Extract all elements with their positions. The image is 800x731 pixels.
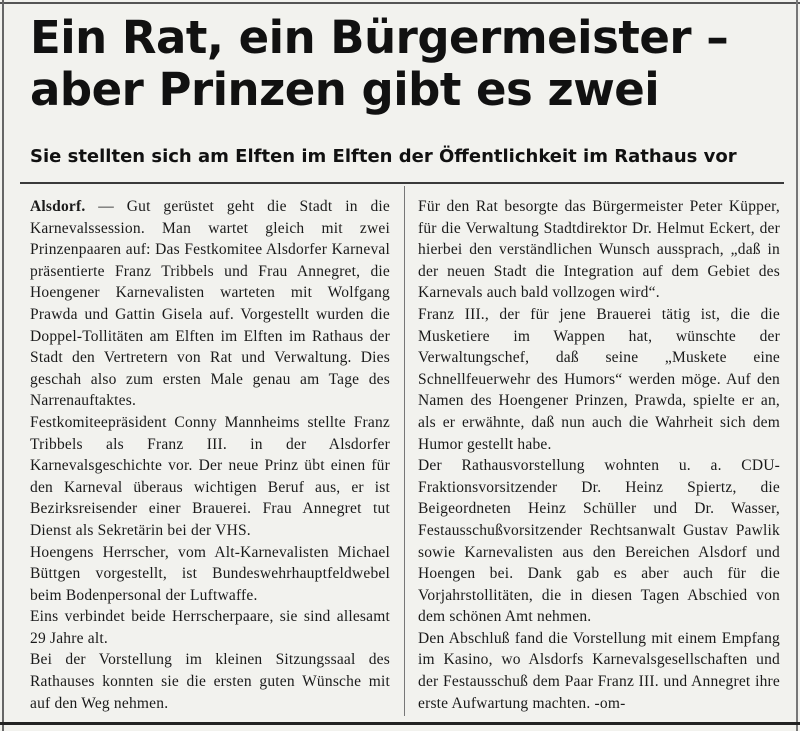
paragraph bbox=[30, 196, 390, 412]
clipping-left-edge bbox=[2, 0, 4, 731]
headline bbox=[30, 12, 780, 116]
paragraph: Eins verbindet beide Herrscherpaare, sie sind allesamt 29 Jahre alt. bbox=[30, 608, 390, 647]
headline-line-2: aber Prinzen gibt es zwei bbox=[30, 63, 660, 116]
paragraph: Bei der Vorstellung im kleinen Sitzungssaal des Rathauses konnten sie die ersten guten Wünsche mit auf den Weg nehmen. bbox=[30, 651, 390, 712]
clipping-right-edge bbox=[796, 0, 798, 731]
article-column-left bbox=[30, 196, 390, 714]
clipping-top-edge bbox=[0, 2, 800, 4]
subheadline: Sie stellten sich am Elften im Elften der Öffentlichkeit im Rathaus vor bbox=[30, 146, 737, 167]
clipping-bottom-rule bbox=[0, 722, 800, 725]
paragraph: Festkomiteepräsident Conny Mannheims stellte Franz Tribbels als Franz III. in der Alsdorfer Karnevalsgeschichte vor. Der neue Prinz übt einen für den Karneval überaus wichtigen Beruf aus, er ist Bezirksreisender einer Brauerei. Frau Annegret tut Dienst als Sekretärin bei der VHS. bbox=[30, 413, 390, 539]
article-column-right bbox=[418, 196, 780, 714]
column-divider bbox=[404, 186, 405, 716]
paragraph-text: — Gut gerüstet geht die Stadt in die Karnevalssession. Man wartet gleich mit zwei Prinzenpaaren auf: Das Festkomitee Alsdorfer Karneval präsentierte Franz Tribbels und Frau Annegret, die Hoengener Karnevalisten warteten mit Wolfgang Prawda und Gattin Gisela auf. Vorgestellt wurden die Doppel-Tollitäten am Elften im Elften im Rathaus der Stadt den Vertretern von Rat und Verwaltung. Dies geschah also zum ersten Male genau am Tage des Narrenauftaktes. bbox=[30, 198, 390, 410]
paragraph: Den Abschluß fand die Vorstellung mit einem Empfang im Kasino, wo Alsdorfs Karnevalsgesellschaften und der Festausschuß dem Paar Franz III. und Annegret ihre erste Aufwartung machten. -om- bbox=[418, 629, 780, 712]
paragraph: Der Rathausvorstellung wohnten u. a. CDU-Fraktionsvorsitzender Dr. Heinz Spiertz, die Beigeordneten Heinz Schüller und Dr. Wasser, Festausschußvorsitzender Rechtsanwalt Gustav Pawlik sowie Karnevalisten aus den Bereichen Alsdorf und Hoengen bei. Dank gab es aber auch für die Vorjahrstollitäten, die in diesen Tagen Abschied von dem schönen Amt nehmen. bbox=[418, 457, 780, 626]
paragraph: Franz III., der für jene Brauerei tätig ist, die die Musketiere im Wappen hat, wünschte der Verwaltungschef, daß seine „Muskete eine Schnellfeuerwehr des Humors“ werden möge. Auf den Namen des Hoengener Prinzen, Prawda, spielte er an, als er erwähnte, daß nun auch die Wahrheit sich dem Humor gestellt habe. bbox=[418, 305, 780, 453]
paragraph: Für den Rat besorgte das Bürgermeister Peter Küpper, für die Verwaltung Stadtdirektor Dr. Helmut Eckert, der hierbei den verständlichen Wunsch aussprach, „daß in der neuen Stadt die Integration auf dem Gebiet des Karnevals auch bald vollzogen wird“. bbox=[418, 198, 780, 302]
dateline: Alsdorf. bbox=[30, 198, 86, 215]
paragraph: Hoengens Herrscher, vom Alt-Karnevalisten Michael Büttgen vorgestellt, ist Bundeswehrhauptfeldwebel beim Bodenpersonal der Luftwaffe. bbox=[30, 543, 390, 604]
headline-line-1: Ein Rat, ein Bürgermeister – bbox=[30, 11, 729, 64]
header-rule bbox=[20, 182, 784, 184]
